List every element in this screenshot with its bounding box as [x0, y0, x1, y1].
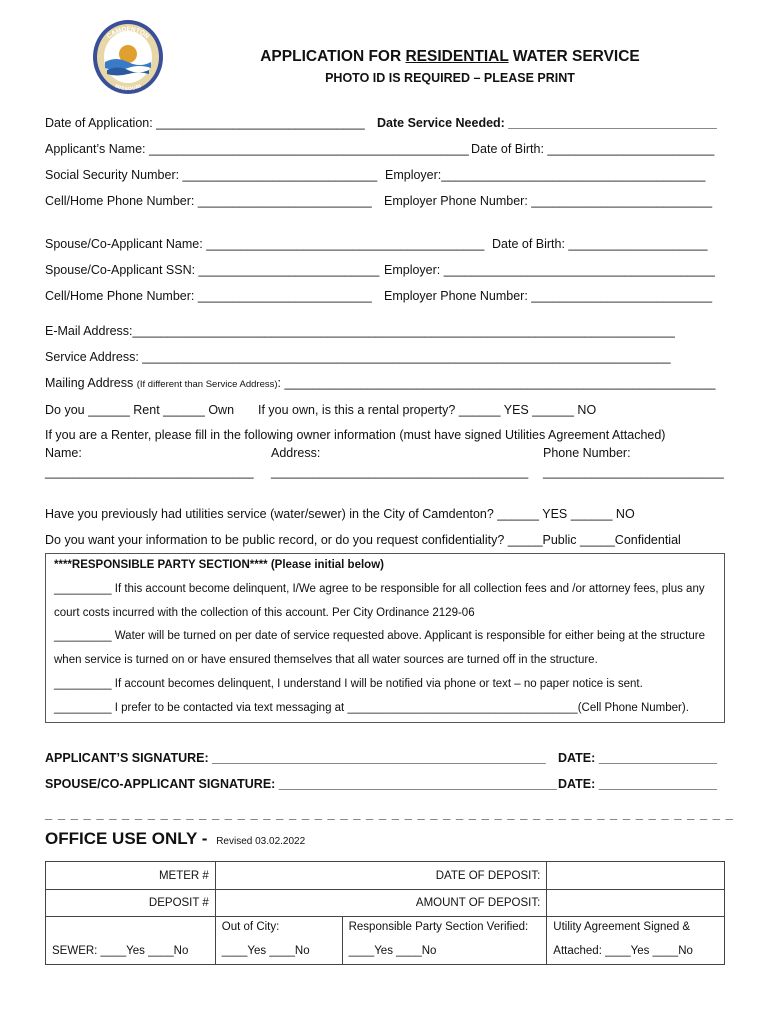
email-field[interactable]: E-Mail Address:______________________________________________________________________________: [45, 324, 675, 338]
mailing-address-field[interactable]: Mailing Address (If different than Service Address): ______________________________________________________________: [45, 376, 716, 390]
responsible-party-item-1-cont: court costs incurred with the collection of this account. Per City Ordinance 2129-06: [54, 607, 475, 619]
rental-property-field[interactable]: If you own, is this a rental property? ______ YES ______ NO: [258, 403, 597, 417]
responsible-party-item-1[interactable]: _________ If this account become delinquent, I/We agree to be responsible for all collection fees and /or attorney fees, plus any: [54, 583, 705, 595]
date-of-deposit-field[interactable]: [547, 862, 725, 890]
owner-phone-label: Phone Number:: [543, 446, 631, 460]
applicant-employer-field[interactable]: Employer:______________________________________: [385, 168, 706, 182]
applicant-signature-date-field[interactable]: DATE: _________________: [558, 751, 717, 765]
form-title: APPLICATION FOR RESIDENTIAL WATER SERVICE: [260, 48, 640, 65]
responsible-party-item-2-cont: when service is turned on or have ensured themselves that all water sources are turned off in the structure.: [54, 654, 598, 666]
office-use-heading: OFFICE USE ONLY - Revised 03.02.2022: [45, 829, 306, 848]
applicant-phone-field[interactable]: Cell/Home Phone Number: _________________________: [45, 194, 372, 208]
date-service-needed-field[interactable]: Date Service Needed: ______________________________: [377, 116, 717, 130]
responsible-party-item-4[interactable]: _________ I prefer to be contacted via text messaging at ____________________________________(Cell Phone Number).: [54, 702, 689, 714]
office-divider: _ _ _ _ _ _ _ _ _ _ _ _ _ _ _ _ _ _ _ _ _ _ _ _ _ _ _ _ _ _ _ _ _ _ _ _ _ _ _ _ _ _ _ _ _ _ _ _ _ _ _ _ _ _: [45, 806, 734, 821]
responsible-party-item-3[interactable]: _________ If account becomes delinquent, I understand I will be notified via phone or text – no paper notice is sent.: [54, 678, 643, 690]
amount-of-deposit-field[interactable]: [547, 890, 725, 917]
spouse-name-field[interactable]: Spouse/Co-Applicant Name: ________________________________________: [45, 237, 485, 251]
spouse-phone-field[interactable]: Cell/Home Phone Number: _________________________: [45, 289, 372, 303]
office-use-table: [45, 861, 725, 965]
owner-name-field[interactable]: ______________________________: [45, 465, 254, 479]
confidentiality-question[interactable]: Do you want your information to be public record, or do you request confidentiality? _____Public _____Confidential: [45, 533, 681, 547]
responsible-party-section: [45, 553, 725, 723]
spouse-ssn-field[interactable]: Spouse/Co-Applicant SSN: __________________________: [45, 263, 380, 277]
renter-note: If you are a Renter, please fill in the following owner information (must have signed Utilities Agreement Attached): [45, 428, 666, 442]
form-subtitle: PHOTO ID IS REQUIRED – PLEASE PRINT: [325, 71, 575, 85]
spouse-signature-field[interactable]: SPOUSE/CO-APPLICANT SIGNATURE: ________________________________________: [45, 777, 557, 791]
applicant-ssn-field[interactable]: Social Security Number: ____________________________: [45, 168, 378, 182]
rent-own-field[interactable]: Do you ______ Rent ______ Own: [45, 403, 235, 417]
owner-address-label: Address:: [271, 446, 321, 460]
applicant-employer-phone-field[interactable]: Employer Phone Number: __________________________: [384, 194, 713, 208]
responsible-party-heading: ****RESPONSIBLE PARTY SECTION**** (Please initial below): [54, 559, 384, 571]
svg-text:MISSOURI: MISSOURI: [113, 83, 143, 93]
deposit-label: DEPOSIT #: [46, 890, 216, 917]
owner-address-field[interactable]: _____________________________________: [271, 465, 529, 479]
amount-of-deposit-label: AMOUNT OF DEPOSIT:: [215, 890, 547, 917]
service-address-field[interactable]: Service Address: ____________________________________________________________________________: [45, 350, 671, 364]
date-of-application-field[interactable]: Date of Application: ______________________________: [45, 116, 365, 130]
city-seal-logo: [91, 18, 165, 96]
applicant-name-field[interactable]: Applicant’s Name: ______________________________________________: [45, 142, 469, 156]
previous-service-question[interactable]: Have you previously had utilities service (water/sewer) in the City of Camdenton? ______ YES ______ NO: [45, 507, 635, 521]
spouse-signature-date-field[interactable]: DATE: _________________: [558, 777, 717, 791]
svg-text:CAMDENTON: CAMDENTON: [105, 25, 151, 41]
out-of-city-cell[interactable]: Out of City: ____Yes ____No: [215, 917, 342, 965]
owner-phone-field[interactable]: __________________________: [543, 465, 724, 479]
sewer-cell[interactable]: SEWER: ____Yes ____No: [46, 917, 216, 965]
owner-name-label: Name:: [45, 446, 82, 460]
spouse-dob-field[interactable]: Date of Birth: ____________________: [492, 237, 708, 251]
utility-agreement-cell[interactable]: Utility Agreement Signed & Attached: ____Yes ____No: [547, 917, 725, 965]
spouse-employer-phone-field[interactable]: Employer Phone Number: __________________________: [384, 289, 713, 303]
applicant-signature-field[interactable]: APPLICANT’S SIGNATURE: ________________________________________________: [45, 751, 546, 765]
meter-label: METER #: [46, 862, 216, 890]
applicant-dob-field[interactable]: Date of Birth: ________________________: [471, 142, 715, 156]
responsible-party-item-2[interactable]: _________ Water will be turned on per date of service requested above. Applicant is responsible for either being at the structure: [54, 630, 705, 642]
spouse-employer-field[interactable]: Employer: _______________________________________: [384, 263, 715, 277]
rp-verified-cell[interactable]: Responsible Party Section Verified: ____Yes ____No: [342, 917, 547, 965]
date-of-deposit-label: DATE OF DEPOSIT:: [215, 862, 547, 890]
